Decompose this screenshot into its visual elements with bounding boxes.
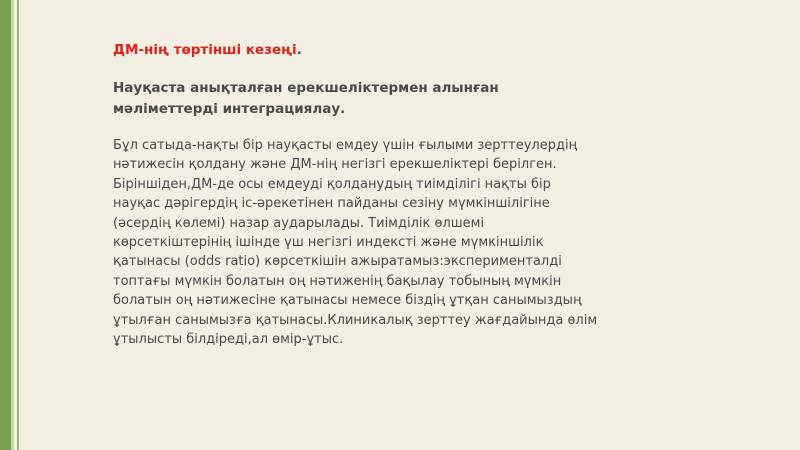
- body-line: қатынасы (odds ratio) көрсеткішін ажыратамыз:эксперименталді: [113, 254, 562, 270]
- slide-title: [113, 40, 633, 60]
- slide-subtitle: [113, 78, 633, 120]
- body-line: ұтылысты білдіреді,ал өмір-ұтыс.: [113, 332, 344, 348]
- body-line: Бұл сатыда-нақты бір науқасты емдеу үшін ғылыми зерттеулердің: [113, 138, 578, 153]
- slide-title-period: .: [296, 42, 302, 58]
- slide-title-text: ДМ-нің төртінші кезеңі: [113, 42, 297, 58]
- left-accent-thin-stripe: [17, 0, 19, 450]
- body-line: топтағы мүмкін болатын оң нәтиженің бақылау тобының мүмкін: [113, 273, 562, 289]
- body-line: Біріншіден,ДМ-де осы емдеуді қолданудың тиімділігі нақты бір: [113, 176, 551, 192]
- slide-body-paragraph: [113, 136, 633, 349]
- body-line: нәтижесін қолдану және ДМ-нің негізгі ерекшеліктері берілген.: [113, 157, 557, 173]
- body-line: болатын оң нәтижесіне қатынасы немесе біздің ұтқан санымыздың: [113, 293, 582, 309]
- body-line: көрсеткіштерінің ішінде үш негізгі индексті және мүмкіншілік: [113, 235, 544, 251]
- body-line: ұтылған санымызға қатынасы.Клиникалық зерттеу жағдайында өлім: [113, 312, 598, 328]
- subtitle-line: мәліметтерді интеграциялау.: [113, 101, 346, 117]
- body-line: науқас дәрігердің іс-әрекетінен пайданы сезіну мүмкіншілігіне: [113, 196, 550, 212]
- body-line: (әсердің көлемі) назар аударылады. Тиімділік өлшемі: [113, 215, 485, 231]
- slide-content: [113, 40, 633, 349]
- subtitle-line: Науқаста анықталған ерекшеліктермен алынған: [113, 80, 499, 96]
- left-accent-bar: [0, 0, 11, 450]
